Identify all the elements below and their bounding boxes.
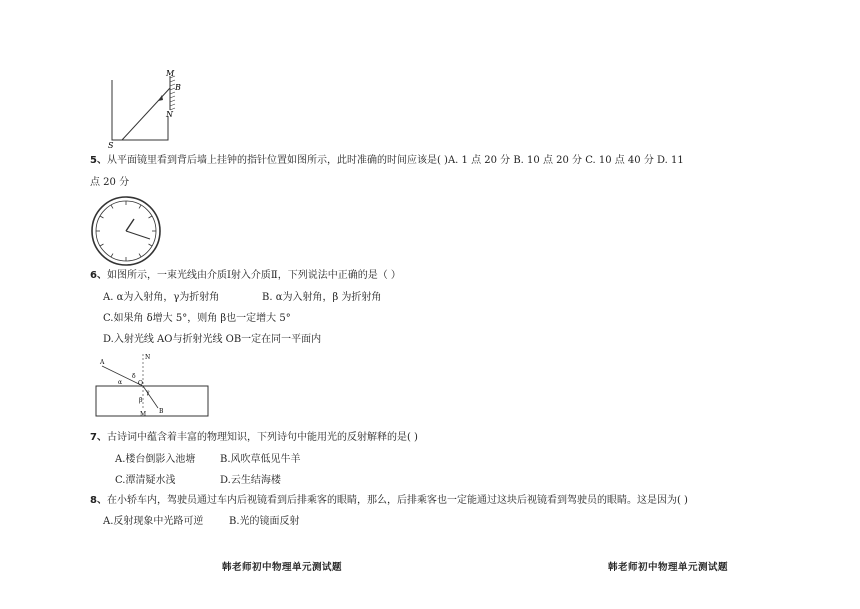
clock-tick [149, 216, 152, 218]
mirror-figure-ray [122, 88, 170, 140]
question-6-stem: 如图所示，一束光线由介质Ⅰ射入介质Ⅱ，下列说法中正确的是（ ） [106, 270, 401, 281]
question-6-option-a: A. α为入射角，γ为折射角 [103, 292, 220, 303]
question-5 [90, 155, 684, 167]
question-6-option-b: B. α为入射角，β 为折射角 [262, 292, 382, 303]
question-5-text-line1: 从平面镜里看到背后墙上挂钟的指针位置如图所示，此时准确的时间应该是( )A. 1 点 20 分 B. 10 点 20 分 C. 10 点 40 分 D. 11 [106, 155, 684, 166]
clock-tick [111, 254, 113, 257]
medium-block [96, 386, 208, 416]
incident-ray [102, 366, 143, 386]
question-5-line2: 点 20 分 [90, 177, 130, 188]
clock-tick [149, 244, 152, 246]
clock-figure [90, 195, 162, 267]
fig-label-gamma: γ [146, 389, 150, 396]
question-7 [90, 432, 418, 444]
fig-label-alpha: α [118, 379, 123, 386]
question-7-option-d: D.云生结海楼 [220, 475, 281, 486]
fig-label-M: M [140, 411, 147, 418]
label-B: B [175, 83, 181, 92]
question-6 [90, 270, 401, 282]
clock-minute-hand [126, 231, 150, 239]
label-S: S [108, 141, 114, 150]
question-7-number: 7、 [90, 432, 107, 443]
clock-tick [100, 244, 103, 246]
fig-label-delta: δ [132, 373, 136, 380]
footer-right: 韩老师初中物理单元测试题 [608, 562, 729, 573]
question-6-option-c: C.如果角 δ增大 5°，则角 β也一定增大 5° [103, 313, 291, 324]
fig-label-A: A [100, 359, 105, 366]
question-7-stem: 古诗词中蕴含着丰富的物理知识，下列诗句中能用光的反射解释的是( ) [106, 432, 418, 443]
question-8 [90, 495, 688, 507]
question-5-number: 5、 [90, 155, 107, 166]
question-8-option-b: B.光的镜面反射 [229, 516, 300, 527]
question-8-option-a: A.反射现象中光路可逆 [103, 516, 204, 527]
fig-label-O: O [138, 380, 143, 387]
clock-tick [100, 216, 103, 218]
clock-hour-hand [126, 219, 134, 231]
fig-label-beta: β [139, 397, 143, 404]
label-N: N [166, 110, 173, 119]
fig-label-B: B [159, 408, 164, 415]
fig-label-N: N [145, 354, 151, 361]
question-8-number: 8、 [90, 495, 107, 506]
clock-tick [139, 205, 141, 208]
question-7-option-c: C.潭清疑水浅 [115, 475, 176, 486]
clock-tick [111, 205, 113, 208]
question-6-number: 6、 [90, 270, 107, 281]
mirror-figure [100, 68, 190, 150]
question-7-option-b: B.风吹草低见牛羊 [220, 454, 301, 465]
question-7-option-a: A.楼台倒影入池塘 [115, 454, 196, 465]
footer-left: 韩老师初中物理单元测试题 [222, 562, 343, 573]
question-8-stem: 在小轿车内，驾驶员通过车内后视镜看到后排乘客的眼睛，那么，后排乘客也一定能通过这块后视镜看到驾驶员的眼睛。这是因为( ) [106, 495, 688, 506]
refraction-figure [96, 352, 211, 418]
clock-tick [139, 254, 141, 257]
question-6-option-d: D.入射光线 AO与折射光线 OB一定在同一平面内 [103, 334, 322, 345]
label-M: M [166, 69, 175, 78]
mirror-figure-container [112, 80, 168, 140]
